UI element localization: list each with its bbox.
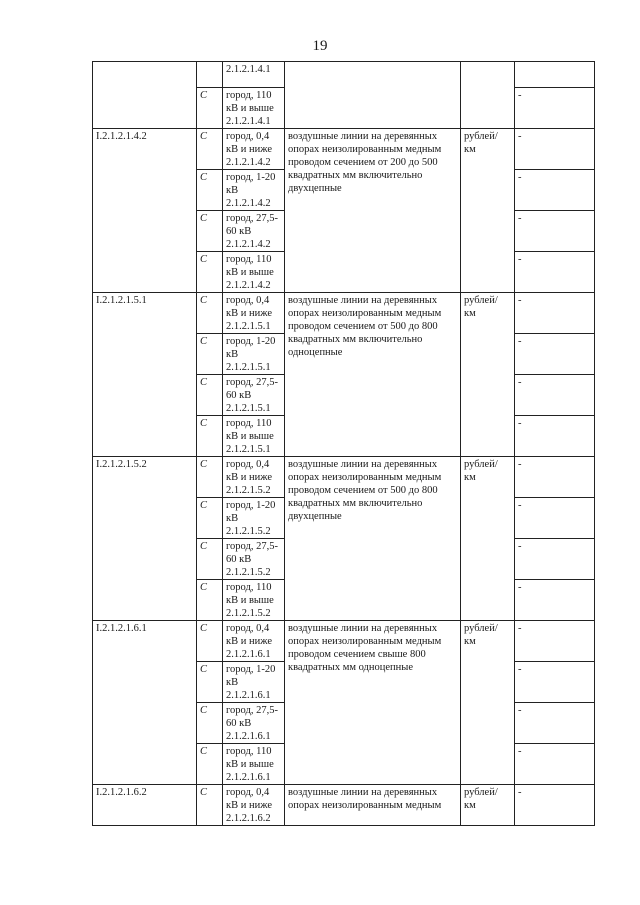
category-letter: С <box>197 211 223 252</box>
code-cell: I.2.1.2.1.6.2 <box>93 785 197 826</box>
tariff-table <box>92 61 595 826</box>
voltage-cell: город, 1-20 кВ 2.1.2.1.4.2 <box>223 170 285 211</box>
value-cell: - <box>515 416 595 457</box>
value-cell: - <box>515 621 595 662</box>
value-cell: - <box>515 662 595 703</box>
unit-cell: рублей/ км <box>461 293 515 457</box>
unit-cell: рублей/ км <box>461 457 515 621</box>
voltage-cell: город, 0,4 кВ и ниже 2.1.2.1.6.1 <box>223 621 285 662</box>
table-body <box>93 62 595 826</box>
value-cell: - <box>515 170 595 211</box>
value-cell <box>515 62 595 88</box>
category-letter: С <box>197 293 223 334</box>
voltage-cell: город, 110 кВ и выше 2.1.2.1.4.2 <box>223 252 285 293</box>
voltage-cell: город, 27,5-60 кВ 2.1.2.1.5.1 <box>223 375 285 416</box>
voltage-cell: город, 0,4 кВ и ниже 2.1.2.1.4.2 <box>223 129 285 170</box>
table-row <box>93 621 595 662</box>
category-letter: С <box>197 580 223 621</box>
voltage-cell: город, 0,4 кВ и ниже 2.1.2.1.6.2 <box>223 785 285 826</box>
table-row <box>93 129 595 170</box>
voltage-cell: город, 27,5-60 кВ 2.1.2.1.5.2 <box>223 539 285 580</box>
unit-cell: рублей/ км <box>461 785 515 826</box>
page-number: 19 <box>312 38 328 54</box>
voltage-cell: 2.1.2.1.4.1 <box>223 62 285 88</box>
value-cell: - <box>515 334 595 375</box>
code-cell <box>93 62 197 129</box>
category-letter: С <box>197 170 223 211</box>
unit-cell <box>461 62 515 129</box>
category-letter: С <box>197 785 223 826</box>
value-cell: - <box>515 580 595 621</box>
value-cell: - <box>515 539 595 580</box>
voltage-cell: город, 110 кВ и выше 2.1.2.1.4.1 <box>223 88 285 129</box>
code-cell: I.2.1.2.1.5.1 <box>93 293 197 457</box>
voltage-cell: город, 0,4 кВ и ниже 2.1.2.1.5.2 <box>223 457 285 498</box>
category-letter: С <box>197 744 223 785</box>
description-cell: воздушные линии на деревянных опорах неизолированным медным проводом сечением от 500 до 800 квадратных мм включительно двухцепные <box>285 457 461 621</box>
voltage-cell: город, 110 кВ и выше 2.1.2.1.5.1 <box>223 416 285 457</box>
voltage-cell: город, 0,4 кВ и ниже 2.1.2.1.5.1 <box>223 293 285 334</box>
value-cell: - <box>515 129 595 170</box>
description-cell: воздушные линии на деревянных опорах неизолированным медным <box>285 785 461 826</box>
category-letter: С <box>197 539 223 580</box>
value-cell: - <box>515 375 595 416</box>
category-letter: С <box>197 252 223 293</box>
code-cell: I.2.1.2.1.6.1 <box>93 621 197 785</box>
category-letter: С <box>197 457 223 498</box>
value-cell: - <box>515 211 595 252</box>
table-row <box>93 457 595 498</box>
unit-cell: рублей/ км <box>461 129 515 293</box>
voltage-cell: город, 1-20 кВ 2.1.2.1.5.1 <box>223 334 285 375</box>
value-cell: - <box>515 703 595 744</box>
voltage-cell: город, 110 кВ и выше 2.1.2.1.5.2 <box>223 580 285 621</box>
description-cell: воздушные линии на деревянных опорах неизолированным медным проводом сечением свыше 800 квадратных мм одноцепные <box>285 621 461 785</box>
value-cell: - <box>515 252 595 293</box>
description-cell: воздушные линии на деревянных опорах неизолированным медным проводом сечением от 200 до 500 квадратных мм включительно двухцепные <box>285 129 461 293</box>
category-letter: С <box>197 88 223 129</box>
value-cell: - <box>515 744 595 785</box>
value-cell: - <box>515 293 595 334</box>
category-letter: С <box>197 703 223 744</box>
voltage-cell: город, 1-20 кВ 2.1.2.1.6.1 <box>223 662 285 703</box>
category-letter: С <box>197 662 223 703</box>
category-letter: С <box>197 375 223 416</box>
category-letter: С <box>197 334 223 375</box>
value-cell: - <box>515 88 595 129</box>
code-cell: I.2.1.2.1.5.2 <box>93 457 197 621</box>
unit-cell: рублей/ км <box>461 621 515 785</box>
category-letter <box>197 62 223 88</box>
category-letter: С <box>197 498 223 539</box>
voltage-cell: город, 110 кВ и выше 2.1.2.1.6.1 <box>223 744 285 785</box>
voltage-cell: город, 27,5-60 кВ 2.1.2.1.6.1 <box>223 703 285 744</box>
value-cell: - <box>515 785 595 826</box>
category-letter: С <box>197 621 223 662</box>
table-row <box>93 293 595 334</box>
table-row <box>93 62 595 88</box>
value-cell: - <box>515 457 595 498</box>
description-cell <box>285 62 461 129</box>
category-letter: С <box>197 129 223 170</box>
table-row <box>93 785 595 826</box>
voltage-cell: город, 27,5-60 кВ 2.1.2.1.4.2 <box>223 211 285 252</box>
value-cell: - <box>515 498 595 539</box>
description-cell: воздушные линии на деревянных опорах неизолированным медным проводом сечением от 500 до 800 квадратных мм включительно одноцепные <box>285 293 461 457</box>
voltage-cell: город, 1-20 кВ 2.1.2.1.5.2 <box>223 498 285 539</box>
category-letter: С <box>197 416 223 457</box>
code-cell: I.2.1.2.1.4.2 <box>93 129 197 293</box>
